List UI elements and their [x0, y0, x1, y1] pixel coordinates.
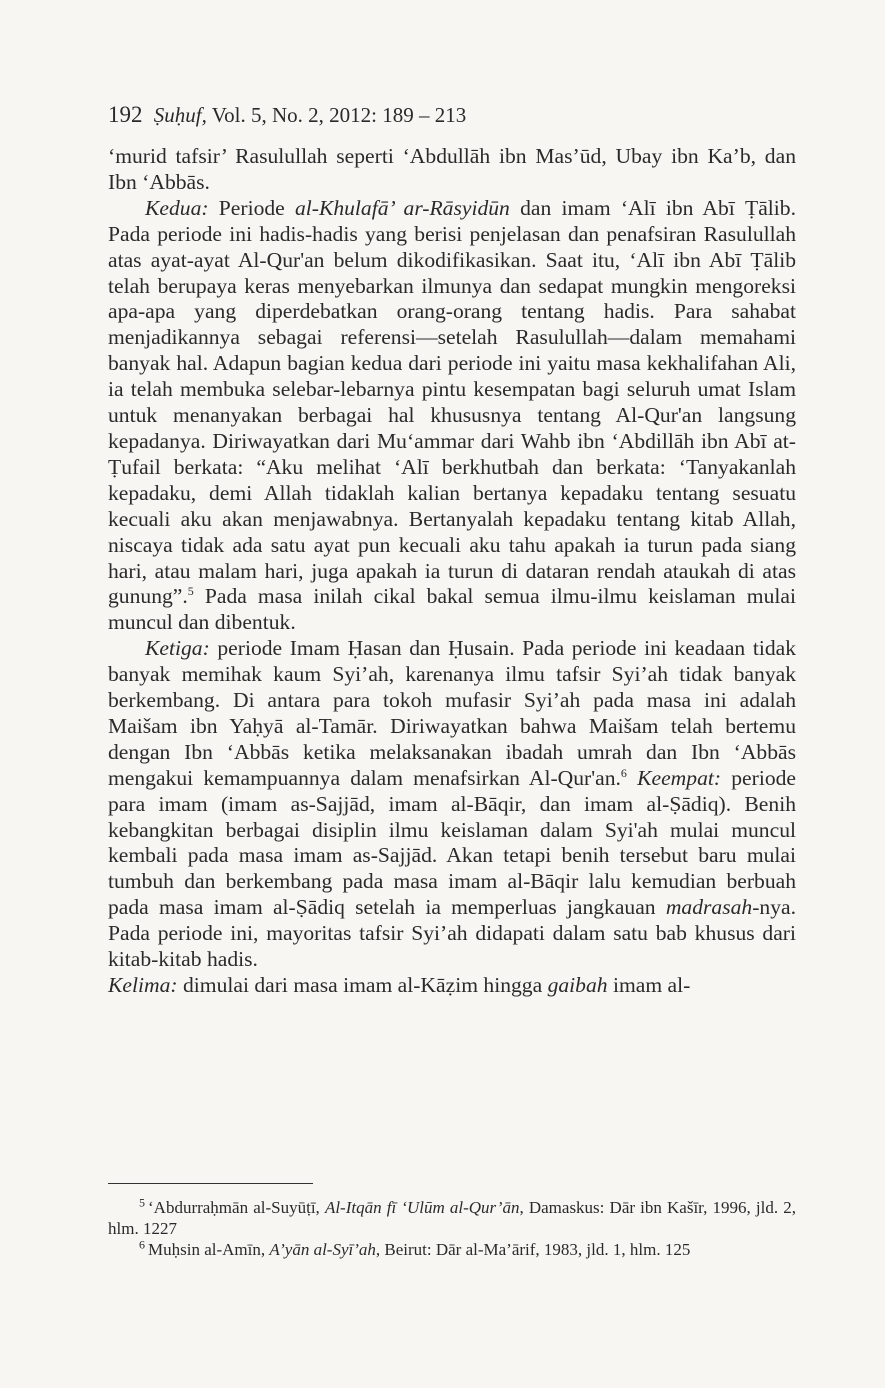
footnote-title: A’yān al-Syī’ah [269, 1240, 376, 1259]
footnote-ref-5[interactable]: 5 [187, 584, 194, 599]
footnote-title: Al-Itqān fī ‘Ulūm al-Qur’ān [324, 1198, 520, 1217]
journal-citation: Vol. 5, No. 2, 2012: 189 – 213 [211, 103, 467, 127]
italic-term: al-Khulafā’ ar-Rāsyidūn [294, 195, 510, 220]
footnote-ref-6[interactable]: 6 [620, 765, 627, 780]
text-run: Periode [208, 195, 295, 220]
text-run: imam al- [607, 973, 691, 997]
section-label-keempat: Keempat: [626, 765, 722, 790]
section-label-kelima: Kelima: [108, 973, 178, 997]
footnote-text: , Beirut: Dār al-Ma’ārif, 1983, jld. 1, hlm. 125 [375, 1240, 691, 1259]
footnote-6 [108, 1239, 796, 1260]
italic-term: madrasah [665, 895, 753, 920]
italic-term: gaibah [547, 973, 608, 997]
section-label-ketiga: Ketiga: [145, 636, 210, 661]
footnote-text: Muḥsin al-Amīn, [148, 1240, 270, 1259]
text-run: -nya. Pada periode ini, mayoritas tafsir Syi’ah didapati dalam satu bab khusus dari kitab-kitab hadis. [108, 895, 796, 972]
footnote-text: , Damaskus: Dār ibn Kašīr, 1996, jld. 2, hlm. 1227 [108, 1198, 797, 1238]
running-header [108, 102, 466, 128]
text-run: Pada masa inilah cikal bakal semua ilmu-ilmu keislaman mulai muncul dan dibentuk. [108, 584, 796, 635]
footnote-divider [108, 1183, 313, 1184]
text-run: periode para imam (imam as-Sajjād, imam al-Bāqir, dan imam al-Ṣādiq). Benih kebangkitan berbagai disiplin ilmu keislaman dalam Syi'ah mulai muncul kembali pada masa imam as-Sajjād. Akan tetapi benih tersebut baru mulai tumbuh dan berkembang pada masa imam al-Bāqir lalu kemudian berbuah pada masa imam al-Ṣādiq setelah ia memperluas jangkauan [108, 765, 796, 920]
text-run: periode Imam Ḥasan dan Ḥusain. Pada periode ini keadaan tidak banyak memihak kaum Syi’ah, karenanya ilmu tafsir Syi’ah tidak banyak berkembang. Di antara para tokoh mufasir Syi’ah pada masa ini adalah Maišam ibn Yaḥyā al-Tamār. Diriwayatkan bahwa Maišam telah bertemu dengan Ibn ‘Abbās ketika melaksanakan ibadah umrah dan Ibn ‘Abbās mengakui kemampuannya dalam menafsirkan Al-Qur'an. [108, 636, 796, 790]
footnote-number: 6 [139, 1237, 145, 1252]
footnote-text: ‘Abdurraḥmān al-Suyūṭī, [148, 1198, 325, 1217]
paragraph-4 [108, 973, 796, 999]
text-run: dan imam ‘Alī ibn Abī Ṭālib. Pada periode ini hadis-hadis yang berisi penjelasan dan penafsiran Rasulullah atas ayat-ayat Al-Qur'an belum dikodifikasikan. Saat itu, ‘Alī ibn Abī Ṭālib telah berupaya keras menyebarkan ilmunya dan sedapat mungkin mengoreksi apa-apa yang diperdebatkan orang-orang tentang hadis. Para sahabat menjadikannya sebagai referensi—setelah Rasulullah—dalam memahami banyak hal. Adapun bagian kedua dari periode ini yaitu masa kekhalifahan Ali, ia telah membuka selebar-lebarnya pintu kesempatan bagi seluruh umat Islam untuk menanyakan berbagai hal khususnya tentang Al-Qur'an langsung kepadanya. Diriwayatkan dari Mu‘ammar dari Wahb ibn ‘Abdillāh ibn Abī at-Ṭufail berkata: “Aku melihat ‘Alī berkhutbah dan berkata: ‘Tanyakanlah kepadaku, demi Allah tidaklah kalian bertanya kepadaku tentang sesuatu kecuali aku akan menjawabnya. Bertanyalah kepadaku tentang kitab Allah, niscaya tidak ada satu ayat pun kecuali aku tahu apakah ia turun pada siang hari, atau malam hari, juga apakah ia turun di dataran rendah ataukah di atas gunung”. [108, 195, 796, 609]
paragraph-2 [108, 196, 796, 636]
footnote-5 [108, 1197, 796, 1239]
journal-title: Ṣuḥuf, [153, 103, 207, 127]
text-run: dimulai dari masa imam al-Kāẓim hingga [177, 973, 548, 997]
footnote-number: 5 [139, 1195, 145, 1210]
page-number: 192 [108, 102, 143, 127]
paragraph-1: ‘murid tafsir’ Rasulullah seperti ‘Abdullāh ibn Mas’ūd, Ubay ibn Ka’b, dan Ibn ‘Abbās. [108, 144, 796, 194]
section-label-kedua: Kedua: [145, 195, 209, 220]
paragraph-3 [108, 636, 796, 973]
body-text [108, 144, 796, 999]
